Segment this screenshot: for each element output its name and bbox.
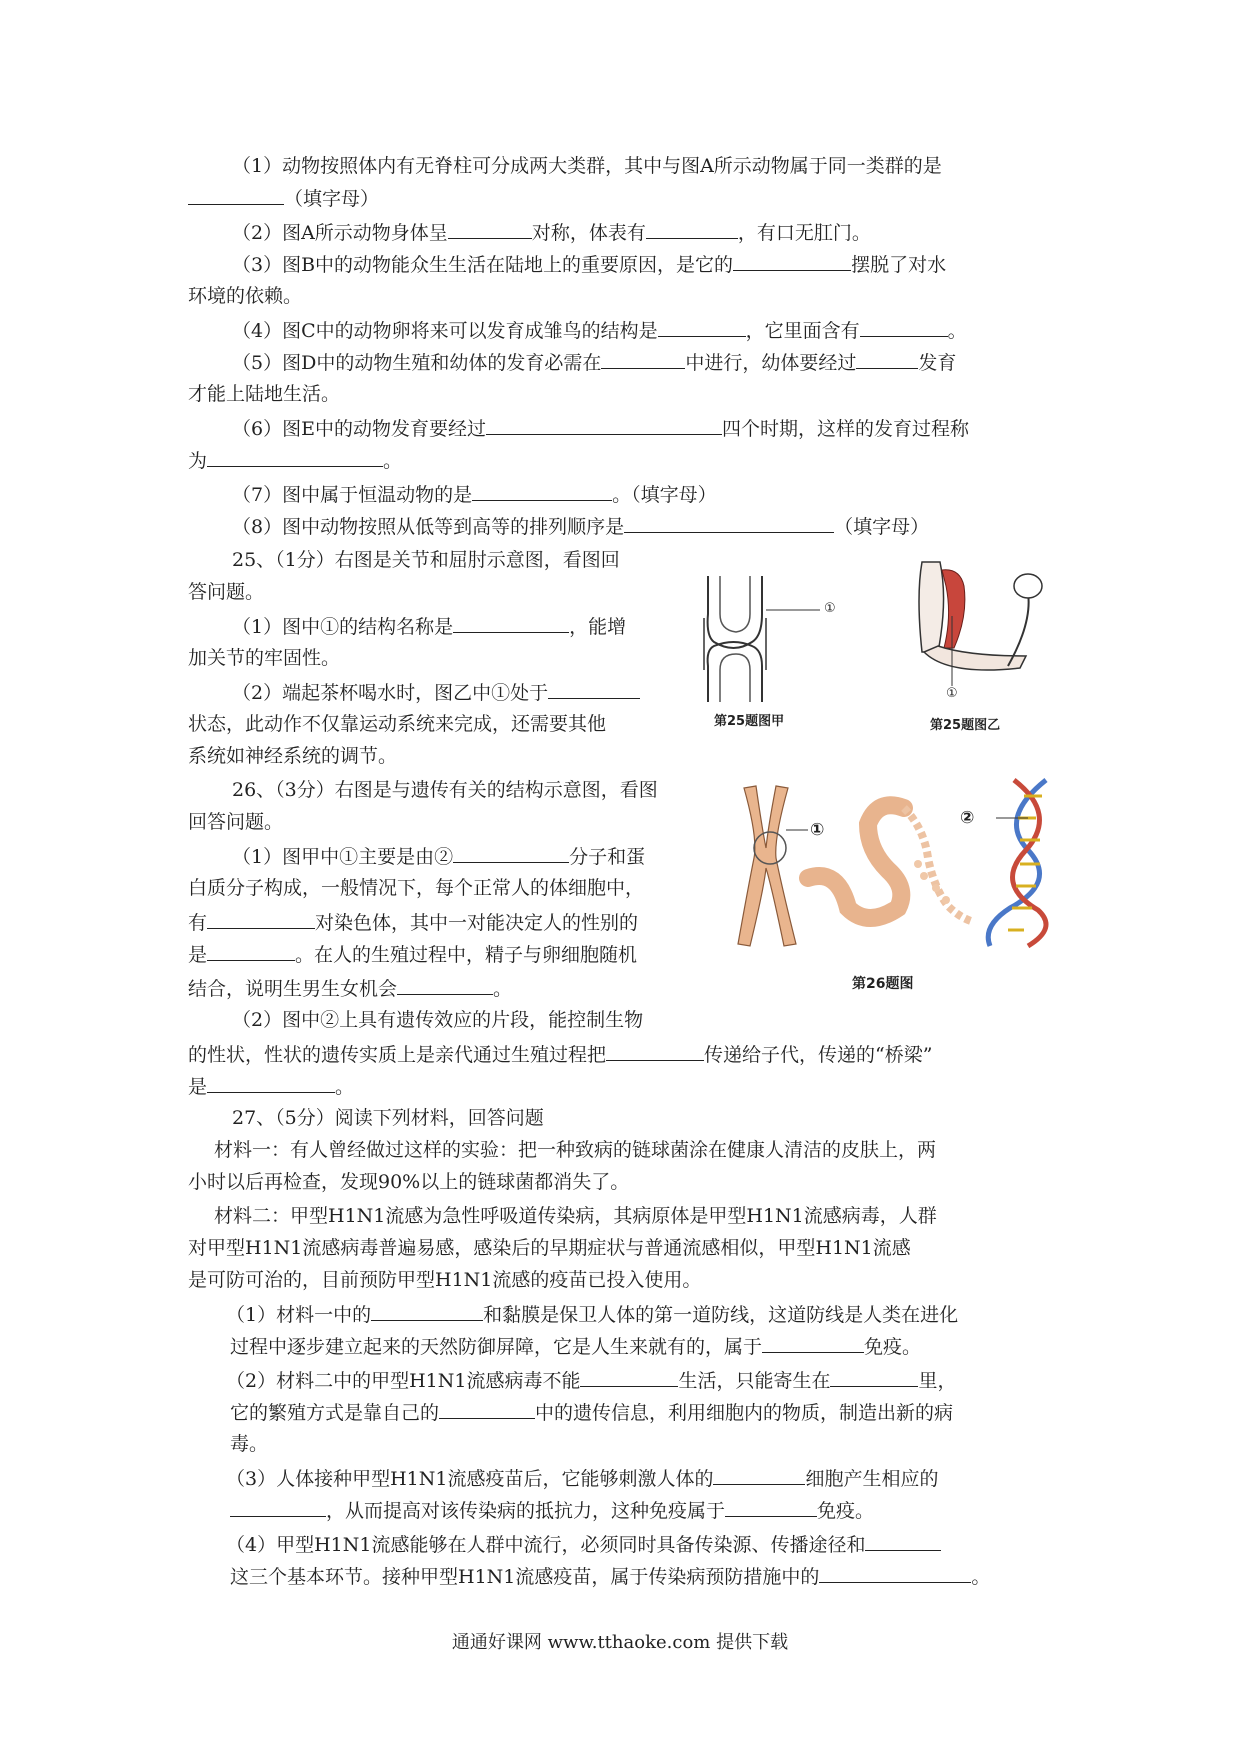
figure-25-a-caption: 第25题图甲 xyxy=(714,714,785,729)
q24-line-9: （6）图E中的动物发育要经过 四个时期，这样的发育过程称 xyxy=(232,415,969,442)
q24-line-12: （8）图中动物按照从低等到高等的排列顺序是 （填字母） xyxy=(232,513,929,540)
q26-line-2: 回答问题。 xyxy=(188,811,284,833)
arm-flexion-diagram xyxy=(908,556,1058,706)
q27-heading: 27、（5分）阅读下列材料，回答问题 xyxy=(232,1107,544,1129)
q24-line-4: （3）图B中的动物能众生生活在陆地上的重要原因，是它的 摆脱了对水 xyxy=(232,251,946,278)
q27-line-6: （3）人体接种甲型H1N1流感疫苗后，它能够刺激人体的 细胞产生相应的 xyxy=(226,1465,938,1492)
q26-line-7: 结合，说明生男生女机会 。 xyxy=(188,975,512,1002)
answer-blank[interactable] xyxy=(207,941,295,961)
answer-blank[interactable] xyxy=(397,975,493,995)
answer-blank[interactable] xyxy=(448,219,532,239)
q26-line-8: （2）图中②上具有遗传效应的片段，能控制生物 xyxy=(232,1009,644,1031)
q26-line-9: 的性状，性状的遗传实质上是亲代通过生殖过程把 传递给子代，传递的“桥梁” xyxy=(188,1041,932,1068)
answer-blank[interactable] xyxy=(207,1073,335,1093)
answer-blank[interactable] xyxy=(646,219,738,239)
marker-1: ① xyxy=(946,686,958,701)
answer-blank[interactable] xyxy=(453,843,569,863)
q25-line-7: 系统如神经系统的调节。 xyxy=(188,745,398,767)
answer-blank[interactable] xyxy=(819,1563,971,1583)
q27-line-7: ，从而提高对该传染病的抵抗力，这种免疫属于 免疫。 xyxy=(230,1497,874,1524)
q26-line-5: 有 对染色体，其中一对能决定人的性别的 xyxy=(188,909,638,936)
q25-line-4: 加关节的牢固性。 xyxy=(188,647,341,669)
q27-material-2-line-3: 是可防可治的，目前预防甲型H1N1流感的疫苗已投入使用。 xyxy=(188,1269,702,1291)
q27-material-2-line-1: 材料二：甲型H1N1流感为急性呼吸道传染病，其病原体是甲型H1N1流感病毒，人群 xyxy=(214,1205,937,1227)
q27-line-1: （1）材料一中的 和黏膜是保卫人体的第一道防线，这道防线是人类在进化 xyxy=(226,1301,958,1328)
q24-line-10: 为 。 xyxy=(188,447,402,474)
joint-diagram xyxy=(700,574,850,704)
q24-line-5: 环境的依赖。 xyxy=(188,285,303,307)
q27-material-1-line-2: 小时以后再检查，发现90%以上的链球菌都消失了。 xyxy=(188,1171,630,1193)
answer-blank[interactable] xyxy=(658,317,746,337)
answer-blank[interactable] xyxy=(725,1497,817,1517)
q27-line-9: 这三个基本环节。接种甲型H1N1流感疫苗，属于传染病预防措施中的 。 xyxy=(230,1563,990,1590)
answer-blank[interactable] xyxy=(762,1333,864,1353)
answer-blank[interactable] xyxy=(601,349,685,369)
answer-blank[interactable] xyxy=(188,185,284,205)
answer-blank[interactable] xyxy=(624,513,834,533)
q25-line-3: （1）图中①的结构名称是 ，能增 xyxy=(232,613,626,640)
q27-line-8: （4）甲型H1N1流感能够在人群中流行，必须同时具备传染源、传播途径和 xyxy=(226,1531,941,1558)
marker-2: ② xyxy=(960,808,975,828)
answer-blank[interactable] xyxy=(606,1041,704,1061)
q24-line-7: （5）图D中的动物生殖和幼体的发育必需在 中进行，幼体要经过 发育 xyxy=(232,349,956,376)
q26-line-6: 是 。在人的生殖过程中，精子与卵细胞随机 xyxy=(188,941,637,968)
q27-line-2: 过程中逐步建立起来的天然防御屏障，它是人生来就有的，属于 免疫。 xyxy=(230,1333,921,1360)
q26-line-3: （1）图甲中①主要是由② 分子和蛋 xyxy=(232,843,645,870)
marker-1: ① xyxy=(810,820,825,840)
figure-25-b-caption: 第25题图乙 xyxy=(930,718,1001,733)
chromosome-dna-diagram xyxy=(728,778,1064,954)
answer-blank[interactable] xyxy=(856,349,918,369)
figure-26-caption: 第26题图 xyxy=(852,976,914,992)
answer-blank[interactable] xyxy=(548,679,640,699)
answer-blank[interactable] xyxy=(580,1367,678,1387)
q24-line-1: （1）动物按照体内有无脊柱可分成两大类群，其中与图A所示动物属于同一类群的是 xyxy=(232,155,942,177)
q26-line-10: 是 。 xyxy=(188,1073,354,1100)
q25-line-1: 25、（1分）右图是关节和屈肘示意图，看图回 xyxy=(232,549,620,571)
answer-blank[interactable] xyxy=(207,447,383,467)
answer-blank[interactable] xyxy=(865,1531,941,1551)
marker-1: ① xyxy=(824,601,836,616)
answer-blank[interactable] xyxy=(733,251,851,271)
answer-blank[interactable] xyxy=(230,1497,326,1517)
q27-line-4: 它的繁殖方式是靠自己的 中的遗传信息，利用细胞内的物质，制造出新的病 xyxy=(230,1399,953,1426)
answer-blank[interactable] xyxy=(830,1367,918,1387)
answer-blank[interactable] xyxy=(472,481,612,501)
q24-line-3: （2）图A所示动物身体呈 对称，体表有 ，有口无肛门。 xyxy=(232,219,871,246)
q26-line-4: 白质分子构成，一般情况下，每个正常人的体细胞中， xyxy=(188,877,645,899)
q24-line-11: （7）图中属于恒温动物的是 。（填字母） xyxy=(232,481,717,508)
q27-line-3: （2）材料二中的甲型H1N1流感病毒不能 生活，只能寄生在 里， xyxy=(226,1367,957,1394)
q26-line-1: 26、（3分）右图是与遗传有关的结构示意图，看图 xyxy=(232,779,658,801)
q27-material-1-line-1: 材料一：有人曾经做过这样的实验：把一种致病的链球菌涂在健康人清洁的皮肤上，两 xyxy=(214,1139,937,1161)
q24-line-2: （填字母） xyxy=(188,185,379,212)
q27-material-2-line-2: 对甲型H1N1流感病毒普遍易感，感染后的早期症状与普通流感相似，甲型H1N1流感 xyxy=(188,1237,911,1259)
answer-blank[interactable] xyxy=(860,317,948,337)
q24-line-8: 才能上陆地生活。 xyxy=(188,383,341,405)
answer-blank[interactable] xyxy=(439,1399,535,1419)
q27-line-5: 毒。 xyxy=(230,1433,269,1455)
answer-blank[interactable] xyxy=(207,909,315,929)
answer-blank[interactable] xyxy=(713,1465,805,1485)
q24-line-6: （4）图C中的动物卵将来可以发育成雏鸟的结构是 ，它里面含有 。 xyxy=(232,317,967,344)
answer-blank[interactable] xyxy=(486,415,722,435)
q25-line-6: 状态，此动作不仅靠运动系统来完成，还需要其他 xyxy=(188,713,607,735)
answer-blank[interactable] xyxy=(371,1301,483,1321)
page-footer: 通通好课网 www.tthaoke.com 提供下载 xyxy=(451,1632,789,1653)
q25-line-2: 答问题。 xyxy=(188,581,265,603)
answer-blank[interactable] xyxy=(453,613,569,633)
q25-line-5: （2）端起茶杯喝水时，图乙中①处于 xyxy=(232,679,640,706)
